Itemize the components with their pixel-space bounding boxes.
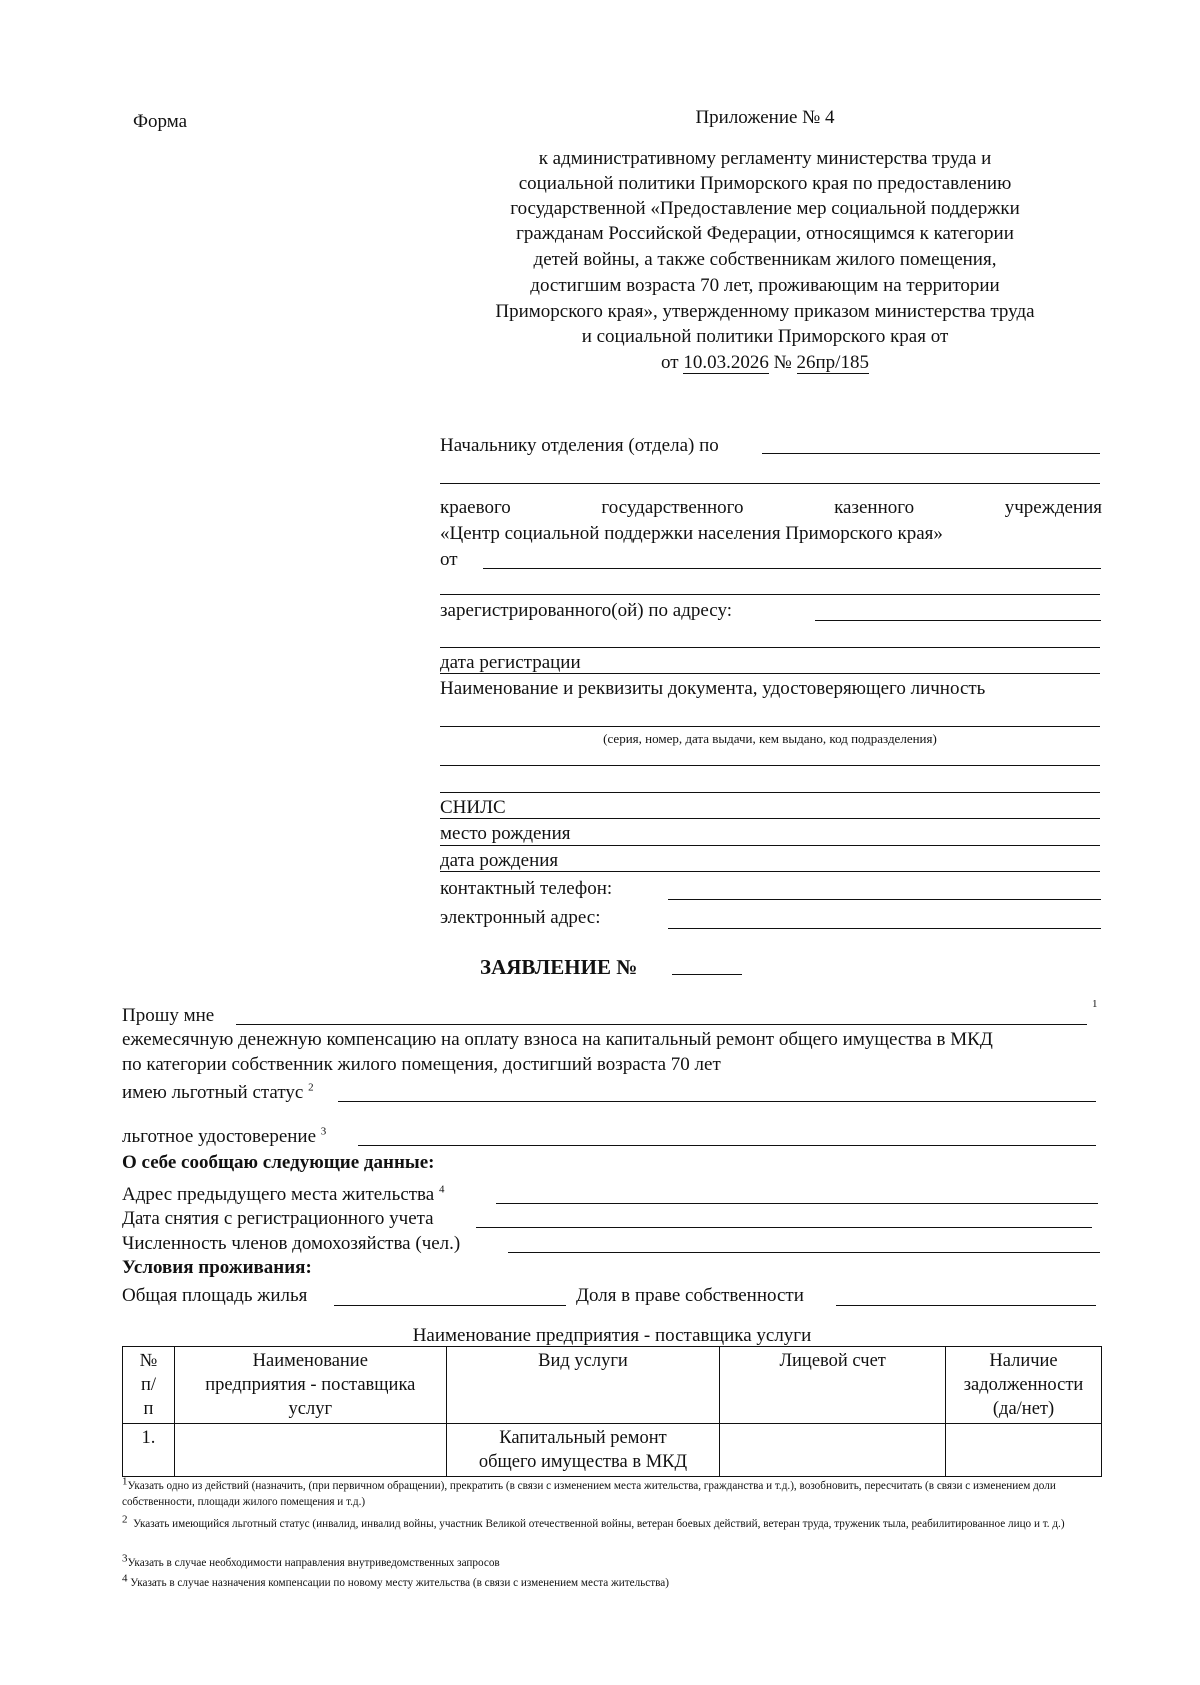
date-prefix: от [661, 352, 679, 373]
footnote-2: 2 Указать имеющийся льготный статус (инвалид, инвалид войны, участник Великой отечественной войны, ветеран боевых действий, ветеран труда, труженик тыла, реабилитированное лицо и т. д.) [122, 1513, 1065, 1530]
applicant-name-field[interactable] [483, 568, 1101, 569]
status-footnote-mark: 2 [308, 1081, 314, 1094]
email-field[interactable] [668, 928, 1101, 929]
birthdate-field[interactable] [440, 871, 1100, 872]
share-field[interactable] [836, 1305, 1096, 1306]
order-date-number [420, 351, 1110, 376]
department-field[interactable] [762, 453, 1100, 454]
department-field-line2[interactable] [440, 483, 1100, 484]
request-action-field[interactable] [236, 1024, 1087, 1025]
id-document-hint: (серия, номер, дата выдачи, кем выдано, код подразделения) [603, 731, 937, 746]
request-label: Прошу мне [122, 1005, 215, 1026]
number-prefix: № [773, 352, 792, 373]
phone-label: контактный телефон: [440, 878, 613, 899]
snils-label: СНИЛС [440, 797, 506, 818]
snils-field[interactable] [440, 818, 1100, 819]
dereg-date-label: Дата снятия с регистрационного учета [122, 1208, 434, 1229]
reg-date-label: дата регистрации [440, 652, 581, 673]
dereg-date-field[interactable] [476, 1227, 1092, 1228]
certificate-field[interactable] [358, 1145, 1096, 1146]
phone-field[interactable] [668, 899, 1101, 900]
appendix-line: социальной политики Приморского края по предоставлению [518, 173, 1012, 194]
table-row [123, 1424, 1102, 1477]
prev-address-label: Адрес предыдущего места жительства $^4$ [122, 1183, 445, 1205]
birthplace-label: место рождения [440, 823, 571, 844]
registered-address-label: зарегистрированного(ой) по адресу: [440, 600, 732, 621]
head-label: Начальнику отделения (отдела) по [440, 435, 719, 456]
appendix-line: детей войны, а также собственникам жилого помещения, [533, 249, 997, 270]
applicant-name-field-line2[interactable] [440, 594, 1100, 595]
household-field[interactable] [508, 1252, 1100, 1253]
area-field[interactable] [334, 1305, 566, 1306]
row-num-cell: 1. [123, 1424, 175, 1477]
header-account: Лицевой счет [720, 1347, 946, 1424]
status-label: имею льготный статус $^2$ [122, 1081, 314, 1103]
appendix-title: Приложение № 4 [695, 107, 835, 128]
appendix-line: достигшим возраста 70 лет, проживающим на территории [530, 275, 1000, 296]
debt-cell[interactable] [946, 1424, 1102, 1477]
appendix-line: гражданам Российской Федерации, относящимся к категории [516, 223, 1014, 244]
about-heading: О себе сообщаю следующие данные: [122, 1152, 435, 1173]
request-line2: ежемесячную денежную компенсацию на оплату взноса на капитальный ремонт общего имущества в МКД [122, 1029, 993, 1050]
footnote-3: 3Указать в случае необходимости направления внутриведомственных запросов [122, 1552, 500, 1569]
account-cell[interactable] [720, 1424, 946, 1477]
certificate-label: льготное удостоверение $^3$ [122, 1125, 327, 1147]
institution-name: «Центр социальной поддержки населения Приморского края» [440, 523, 943, 544]
order-date: 10.03.2026 [683, 352, 769, 373]
id-document-field[interactable] [440, 726, 1100, 727]
id-document-label: Наименование и реквизиты документа, удостоверяющего личность [440, 678, 986, 699]
header-supplier-name: Наименование предприятия - поставщика услуг [174, 1347, 446, 1424]
registered-address-field-line2[interactable] [440, 647, 1100, 648]
birthdate-label: дата рождения [440, 850, 559, 871]
header-service-type: Вид услуги [446, 1347, 720, 1424]
appendix-line: к административному регламенту министерства труда и [538, 148, 992, 169]
form-label: Форма [133, 111, 188, 132]
registered-address-field[interactable] [815, 620, 1101, 621]
service-type-cell: Капитальный ремонт общего имущества в МКД [446, 1424, 720, 1477]
footnote-4: 4 Указать в случае назначения компенсации по новому месту жительства (в связи с изменением места жительства) [122, 1572, 669, 1589]
household-label: Численность членов домохозяйства (чел.) [122, 1233, 461, 1254]
certificate-footnote-mark: 3 [320, 1125, 327, 1138]
id-document-field-line2[interactable] [440, 765, 1100, 766]
statement-number-field[interactable] [672, 974, 742, 975]
institution-line: краевого государственного казенного учреждения [440, 497, 1102, 518]
footnote-1: 1Указать одно из действий (назначить, (при первичном обращении), прекратить (в связи с изменением места жительства, гражданства и т.д.), возобновить, пересчитать (в связи с изменением доли собственности, площади жилого помещения и т.д.) [122, 1475, 1056, 1509]
email-label: электронный адрес: [440, 907, 601, 928]
request-footnote-mark: 1 [1092, 998, 1098, 1010]
request-line3: по категории собственник жилого помещения, достигший возраста 70 лет [122, 1054, 721, 1075]
statement-title: ЗАЯВЛЕНИЕ № [480, 955, 638, 979]
table-caption: Наименование предприятия - поставщика услуги [412, 1325, 812, 1346]
order-number: 26пр/185 [796, 352, 869, 373]
appendix-line: Приморского края», утвержденному приказом министерства труда [495, 301, 1035, 322]
area-label: Общая площадь жилья [122, 1285, 308, 1306]
table-header-row [123, 1347, 1102, 1424]
reg-date-field[interactable] [440, 673, 1100, 674]
share-label: Доля в праве собственности [576, 1285, 804, 1306]
status-field[interactable] [338, 1101, 1096, 1102]
appendix-line: и социальной политики Приморского края от [581, 326, 949, 347]
from-label: от [440, 549, 458, 570]
header-debt: Наличие задолженности (да/нет) [946, 1347, 1102, 1424]
services-table [122, 1346, 1102, 1477]
living-heading: Условия проживания: [122, 1257, 312, 1278]
header-num: № п/ п [123, 1347, 175, 1424]
prev-address-footnote-mark: 4 [438, 1183, 445, 1196]
id-document-field-line3[interactable] [440, 792, 1100, 793]
prev-address-field[interactable] [496, 1203, 1098, 1204]
birthplace-field[interactable] [440, 845, 1100, 846]
supplier-name-cell[interactable] [174, 1424, 446, 1477]
appendix-line: государственной «Предоставление мер социальной поддержки [510, 198, 1020, 219]
